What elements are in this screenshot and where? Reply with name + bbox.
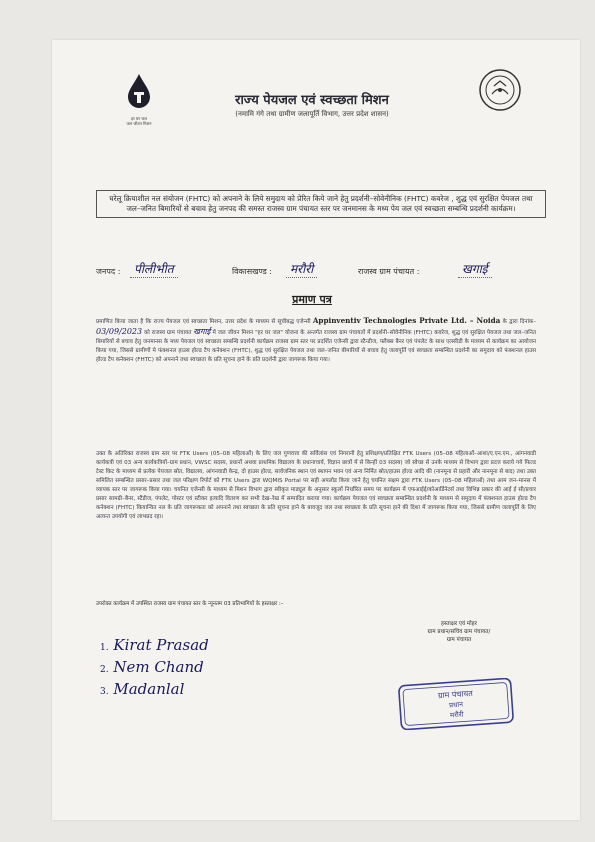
sign-block-line-2: ग्राम प्रधान/सचिव ग्राम पंचायत/ [427,629,491,635]
block-label: विकासखण्ड : [232,267,273,276]
agency-name: Appinventiv Technologies Private Ltd. – Noida [312,316,501,325]
signature-number: 2. [100,665,109,675]
program-date: 03/09/2023 [96,327,143,336]
stamp-line-3: मरौरी [449,710,464,720]
stamp-line-1: ग्राम पंचायत [437,688,474,701]
p1-after-date: को राजस्व ग्राम पंचायत [144,330,192,336]
body-paragraph-1 [96,316,536,446]
certificate-title: प्रमाण पत्र [292,293,332,306]
logo-caption-line-1: हर घर जल [131,116,147,121]
stamp-seal-icon [398,678,514,730]
sign-block-line-3: ग्राम पंचायत [446,637,472,643]
location-fields [96,260,536,280]
water-drop-logo-icon [122,72,156,112]
document-page [52,40,580,820]
district-value: पीलीभीत [130,260,178,278]
signature-row [100,680,340,702]
state-emblem-icon [478,68,522,112]
signature-number: 1. [100,643,109,653]
official-sign-block [394,620,524,644]
village-value: खगाई [458,260,492,278]
participants-closing-text: उपरोक्त कार्यक्रम में उपस्थित राजस्व ग्राम पंचायत स्तर के न्यूनतम 03 प्रतिभागियों के हस्ताक्षर :– [96,601,284,607]
signature-row [100,658,340,680]
participant-signatures [100,636,340,702]
logo-caption-line-2: जल जीवन मिशन [126,121,152,126]
signature-row [100,636,340,658]
signature-name: Madanlal [113,680,185,698]
mission-title: राज्य पेयजल एवं स्वच्छता मिशन [235,93,389,108]
jal-jeevan-mission-logo [110,72,168,126]
village-label: राजस्व ग्राम पंचायत : [358,267,420,276]
stamp-line-2: प्रधान [448,700,464,710]
p1-intro: प्रमाणित किया जाता है कि राज्य पेयजल एवं स्वच्छता मिशन, उत्तर प्रदेश के माध्यम से सूचीबद्ध एजेन्सी [96,319,311,325]
signature-name: Kirat Prasad [113,636,209,654]
p1-body: में जल जीवन मिशन "हर घर जल" योजना के अन्तर्गत राजस्व ग्राम पंचायतों में प्रदर्शनी–सोवेनीनिक (FHTC) कवरेज, शुद्ध एवं सुरक्षित पेयजल तथा जल–जनित बिमारियों से बचाव हेतु जनमानस के मध्य पेयजल एवं स्वच्छता सम्बन्धि प्रदर्शनी कार्यक्रम राजस्व ग्राम स्तर पर प्रदर्शित एजेन्सी द्वारा स्टैन्डीज, फ्लैक्स बैनर एवं पंपलेट के साथ एलसीडी के माध्यम से कार्यक्रम का आयोजन किया गया, जिससे ग्रामीणों मे फंक्शनल हाउस होल्ड टैप कनेक्शन (FHTC), शुद्ध एवं सुरक्षित पेयजल तथा जल–जनित बीमारियों से बचाव हेतु जलापूर्ति एवं स्वच्छता सम्बन्धित प्रदर्शनी का समुदाय को फंक्शनल हाउस होल्ड टैप कनेक्शन (FHTC) को अपनाने तथा स्वच्छता के प्रति सूचना हाने के प्रति प्रदर्शनी द्वारा जागरूक किया गया। [96,330,537,363]
sign-block-line-1: हस्ताक्षर एवं मोहर [441,621,477,627]
block-value: मरौरी [286,260,317,278]
p1-date-label: के द्वारा दिनांक– [502,319,537,325]
body-paragraph-2: उक्त के अतिरिक्त राजस्व ग्राम स्तर पर FTK Users (05–08 महिलाओं) के लिए जल गुणवत्ता की सर्विलांस एवं निगरानी हेतु प्रशिक्षण/प्रतिक्षित FTK Users (05–08 महिलाओं–आशा/ए.एन.एम., आंगनवाडी कार्यकत्री एवं 03 अन्य कार्यकत्रियों–ग्राम प्रधान, VWSC सदस्य, प्रधानों अथवा प्राथमिक विद्यालय के प्रधानाचार्य, विज्ञान छात्रों में से किन्हीं 03 सदस्य) जो स्वेच्छ से उनके माध्यम से विभाग द्वारा प्रदत्त कराये गये फिल्ड टेस्ट किट के माध्यम से प्रत्येक पेयजल स्रोत, विद्यालय, आंगनवाडी केन्द्र, दो हाउस होल्ड, सार्वजनिक स्थान एवं स्थापन भवन एवं अन्य निर्मित स्रोत/हाउस होल्ड आदि की (नानमूना से प्रहारी और नानमूना से बाद) तथा उक्त समिलित सम्बन्धित प्रसार–प्रसार तथा जल परिक्षण रिपोर्ट को FTK Users द्वारा WQMIS Portal पर सही अपलोड किया जाने हेतु चयनित सक्षम द्वारा FTK Users (05–08 महिलाओं) तथा आम जन–मानस में व्यापक स्तर पर जागरूक किया गया। चयनित एजेन्सी के माध्यम से मिशन विभाग द्वारा स्वीकृत माड्यूल के अनुसार स्कूलों निर्धारित समय पर कार्यक्रम में एफआईई/कोआर्डिनेटर्स तथा विभिन्न प्रकार की आई ई सी/प्रचार प्रसार सामग्री–बैनर, स्टैंडीज, पंपलेट, पोस्टर एवं स्टीकर इत्यादि वितरण कर सभी देख–रेख में सम्पादित कराया गया। कार्यक्रम पेयजल एवं स्वच्छता सम्बन्धित प्रदर्शनी के माध्यम से समुदाय में फंक्शनल हाउस होल्ड टैप कनेक्शन (FHTC) कियान्वित नल के प्रति जागरूकता को अपनाने तथा स्वच्छता के प्रति सूचना हाने के बावजूद जल तथा स्वच्छता के प्रति सूचना हाने की दिशा में जागरूक किया गया, जिससे ग्रामीण जलापूर्ति के लिए अत्यन्त उपयोगी एवं लाभप्रद रहा। [96,451,536,520]
up-government-emblem [478,68,522,116]
panchayat-stamp [398,678,514,734]
signature-number: 3. [100,687,109,697]
signature-name: Nem Chand [113,658,204,676]
program-topic-box: घरेलू क्रियाशील नल संयोजन (FHTC) को अपनाने के लिये समुदाय को प्रेरित किये जाने हेतु प्रदर्शनी–सोवेनीनिक (FHTC) कवरेज , शुद्ध एवं सुरक्षित पेयजल तथा जल–जनित बिमारियों से बचाव हेतु जनपद की समस्त राजस्व ग्राम पंचायत स्तर पर जनमानस के मध्य पेय जल एवं स्वच्छता सम्बन्धि प्रदर्शनी कार्यक्रम। [96,190,546,218]
village-inline: खगाई [193,327,211,336]
district-label: जनपद : [96,267,121,276]
mission-subtitle: (नमामि गंगे तथा ग्रामीण जलापूर्ति विभाग, उत्तर प्रदेश शासन) [235,110,389,118]
